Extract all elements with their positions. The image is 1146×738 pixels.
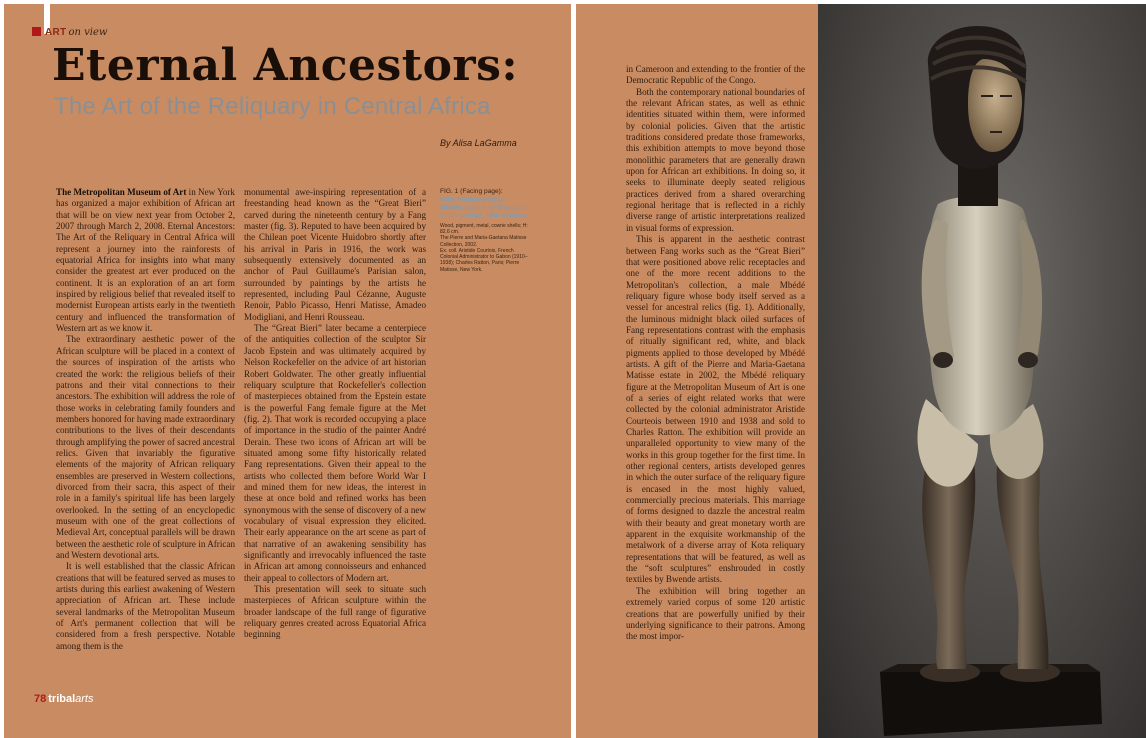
paragraph: Both the contemporary national boundaries of the relevant African states, as well as ethnic identities situated within them, were informed by colonial policies. Given that the artistic traditions considered predate those frameworks, this exhibition attempts to move beyond those monolithic parameters that are generally drawn upon for African art exhibitions. In doing so, it seeks to illuminate deeply seated religious practices derived from a shared overarching regional heritage that is reflected in a richly diverse range of artistic interpretations realized in visual forms of expression. [626, 86, 805, 233]
body-column-3 [626, 64, 805, 734]
caption-line: The Pierre and Maria-Gaetana Matisse Collection, 2002. [440, 235, 527, 248]
body-column-2 [244, 187, 426, 677]
caption-figure-ref: FIG. 1 (Facing page): [440, 188, 503, 195]
magazine-name: tribal [48, 693, 76, 705]
paragraph: This is apparent in the aesthetic contrast between Fang works such as the “Great Bieri” that were positioned above relic receptacles and one of the more recent additions to the Metropolitan's collection, a male Mbédé reliquary figure whose body itself served as a vessel for ancestral relics (fig. 1). Additionally, the luminous midnight black oiled surfaces of Fang representations contrast with the emphasis of ritually significant red, white, and black pigments applied to those developed by Mbédé artists. A gift of the Pierre and Maria-Gaetana Matisse estate in 2002, the Mbédé reliquary figure at the Metropolitan Museum of Art is one of a series of eight related works that were collected by the colonial administrator Aristide Courteois between 1910 and 1938 and sold to Charles Ratton. The exhibition will provide an unparalleled opportunity to view many of the works in this group together for the first time. In other regional centers, artists developed genres in which the outer surface of the reliquary figure is encased in the most highly valued, commercially precious materials. This marriage of forms designed to dazzle the ancestral realm with their beauty and great monetary worth are apparent in the exquisite workmanship of the metalwork of a diverse array of Kota reliquary representations that will be featured, as well as the “soft sculptures” enshrouded in costly textiles by Bwende artists. [626, 234, 805, 585]
section-label: ART [45, 27, 67, 38]
paragraph: The “Great Bieri” later became a centerpiece of the antiquities collection of the sculptor Sir Jacob Epstein and was ultimately acquired by Nelson Rockefeller on the advice of art historian Robert Goldwater. The other greatly influential reliquary sculpture that Rockefeller's collection of masterpieces obtained from the Epstein estate is the powerful Fang female figure at the Met (fig. 2). That work is recorded occupying a place of importance in the studio of the painter André Derain. These two icons of African art will be situated among some fifty historically related Fang representations. Given their appeal to the artists who collected them before World War I and mined them for new ideas, the interest in these at once bold and refined works has been synonymous with the sense of discovery of a new vocabulary of visual expression they elicited. Their early appearance on the art scene as part of that narrative of an awakening sensibility has significantly and irrevocably influenced the taste in African art among connoisseurs and enhanced their appeal to collectors of Modern art. [244, 323, 426, 583]
article-title: Eternal Ancestors: [52, 40, 519, 91]
paragraph: It is well established that the classic African creations that will be featured served as muses to artists during this earliest awakening of Western appreciation of African art. These include several landmarks of the Metropolitan Museum of Art's permanent collection that will be considered from a fresh perspective. Notable among them is the [56, 561, 235, 651]
section-square-icon [32, 27, 41, 36]
paragraph: monumental awe-inspiring representation of a freestanding head known as the “Great Bieri” carved during the nineteenth century by a Fang master (fig. 3). Reputed to have been acquired by the Chilean poet Vicente Huidobro shortly after his arrival in Paris in 1916, the work was subsequently extensively documented as an anchor of Paul Guillaume's Parisian salon, surrounded by paintings by the artists he represented, including Paul Cézanne, Auguste Renoir, Pablo Picasso, Henri Matisse, Amadeo Modigliani, and Henri Rousseau. [244, 187, 426, 322]
paragraph: in Cameroon and extending to the frontier of the Democratic Republic of the Congo. [626, 64, 805, 86]
section-tag [32, 27, 107, 39]
paragraph [56, 187, 235, 334]
caption-credits [440, 223, 530, 273]
article-subtitle: The Art of the Reliquary in Central Africa [54, 93, 491, 120]
magazine-name-suffix: arts [75, 693, 94, 705]
reliquary-figure-image [818, 4, 1146, 738]
paragraph-text: in New York has organized a major exhibition of African art that will be on view next year from October 2, 2007 through March 2, 2008. Eternal Ancestors: The Art of the Reliquary in Central Africa will represent a journey into the rainforests of equatorial Africa for insights into what many consider the greatest art ever produced on the continent. It is an exploration of an art form inspired by religious belief that revealed itself to modernist European artists early in the twentieth century and influenced the transformation of Western art as we know it. [56, 187, 235, 334]
body-column-1 [56, 187, 235, 677]
byline: By Alisa LaGamma [440, 138, 517, 148]
paragraph: This presentation will seek to situate such masterpieces of African sculpture within the broader landscape of the full range of figurative reliquary genres created across Equatorial Africa beginning [244, 584, 426, 640]
figure-caption [440, 188, 530, 273]
reliquary-figure-photo [818, 4, 1146, 738]
paragraph: The exhibition will bring together an extremely varied corpus of some 120 artistic creations that are powerfully unified by their underlying significance to their patrons. Among the most impor- [626, 585, 805, 642]
lead-in: The Metropolitan Museum of Art [56, 187, 187, 197]
caption-line: Wood, pigment, metal, cowrie shells; H: 82.6 cm. [440, 222, 528, 235]
paragraph: The extraordinary aesthetic power of the African sculpture will be placed in a context of the sources of inspiration of the artists who created the work: the religious beliefs of their patrons and their vital connections to their ancestors. The exhibition will address the role of those works in celebrating family founders and members honored for having made extraordinary contributions to the lives of their descendants through amplifying the power of sacred ancestral relics. Given that invariably the figurative elements of the majority of African reliquary ensembles are preserved in Western collections, divorced from their sacra, this aspect of their role in a family's spiritual life has been largely overlooked. In the setting of an encyclopedic museum with one of the great collections of Medieval Art, conceptual parallels will be drawn between the aesthetic role of sculpture in African and Western devotional arts. [56, 334, 235, 560]
caption-line: Ex. coll. Aristide Courtois, French Colonial Administrator to Gabon (1910–1938); Charles Ratton, Paris; Pierre Matisse, New York. [440, 247, 528, 273]
caption-title: Male reliquary figure. Mbédé, Gabon or Republic of the Congo. 19th century. [440, 196, 528, 220]
section-suffix: on view [68, 27, 108, 38]
page-folio [34, 693, 94, 705]
page-number: 78 [34, 693, 47, 705]
